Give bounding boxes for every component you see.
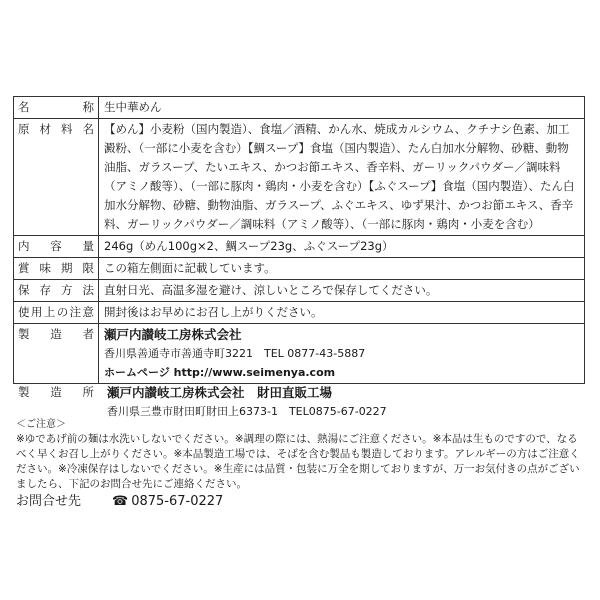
- homepage-label: ホームページ: [104, 366, 170, 379]
- row-label-ingredients: 原材料名: [14, 119, 99, 236]
- table-row: [14, 97, 585, 119]
- caution-text: ※ゆであげ前の麺は水洗いしないでください。※調理の際には、熱湯にご注意ください。※本品は生ものですので、なるべく早くお召し上がりください。※本品製造工場では、そばを含む製品も製造しております。アレルギーの方はご注意ください。※冷凍保存はしないでください。※生産には品質・包装に万全を期しておりますが、万一お気付きの点がございましたら、下記のお問合せ先にご連絡ください。: [16, 433, 580, 490]
- usage-notes-text: 開封後はお早めにお召し上がりください。: [99, 302, 585, 324]
- ingredients-table: [13, 96, 585, 384]
- factory-label: 製造所: [18, 385, 94, 399]
- table-row: [14, 258, 585, 280]
- row-label-best-before: 賞味期限: [14, 258, 99, 280]
- caution-title: ＜ご注意＞: [16, 419, 66, 430]
- contact-label: お問合せ先: [16, 494, 82, 509]
- maker-info: [99, 324, 585, 384]
- maker-name: 瀬戸内讃岐工房株式会社: [104, 327, 242, 342]
- row-label-usage-notes: 使用上の注意: [14, 302, 99, 324]
- factory-info: [107, 383, 585, 421]
- row-label-storage: 保存方法: [14, 280, 99, 302]
- ingredients-text: 【めん】小麦粉（国内製造）、食塩／酒精、かん水、焼成カルシウム、クチナシ色素、加工澱粉、（一部に小麦を含む）【鯛スープ】食塩（国内製造）、たん白加水分解物、砂糖、動物油脂、ガラスープ、たいエキス、かつお節エキス、香辛料、ガーリックパウダー／調味料（アミノ酸等）、（一部に豚肉・鶏肉・小麦を含む）【ふぐスープ】食塩（国内製造）、たん白加水分解物、砂糖、動物油脂、ガラスープ、ふぐエキス、ゆず果汁、かつお節エキス、香辛料、ガーリックパウダー／調味料（アミノ酸等）、（一部に豚肉・鶏肉・小麦を含む）: [99, 119, 585, 236]
- phone-icon: ☎: [112, 494, 129, 509]
- table-row: [14, 302, 585, 324]
- contact-phone[interactable]: 0875-67-0227: [131, 494, 224, 509]
- caution-section: [16, 417, 586, 492]
- storage-text: 直射日光、高温多湿を避け、涼しいところで保存してください。: [99, 280, 585, 302]
- table-row: [14, 324, 585, 384]
- maker-homepage: [104, 363, 580, 382]
- row-label-name: 名 称: [14, 97, 99, 119]
- factory-address: 香川県三豊市財田町財田上6373-1 TEL0875-67-0227: [107, 405, 387, 418]
- row-label-maker: 製造者: [14, 324, 99, 384]
- table-row: [14, 119, 585, 236]
- factory-name: 瀬戸内讃岐工房株式会社 財田直販工場: [107, 385, 333, 400]
- table-row: [14, 236, 585, 258]
- row-label-content: 内容量: [14, 236, 99, 258]
- table-row: [14, 280, 585, 302]
- product-name: 生中華めん: [99, 97, 585, 119]
- content-amount: 246g（めん100g×2、鯛スープ23g、ふぐスープ23g）: [99, 236, 585, 258]
- contact-section: [16, 493, 223, 511]
- best-before-text: この箱左側面に記載しています。: [99, 258, 585, 280]
- maker-address: 香川県善通寺市善通寺町3221 TEL 0877-43-5887: [104, 347, 366, 360]
- homepage-link[interactable]: http://www.seimenya.com: [173, 366, 336, 379]
